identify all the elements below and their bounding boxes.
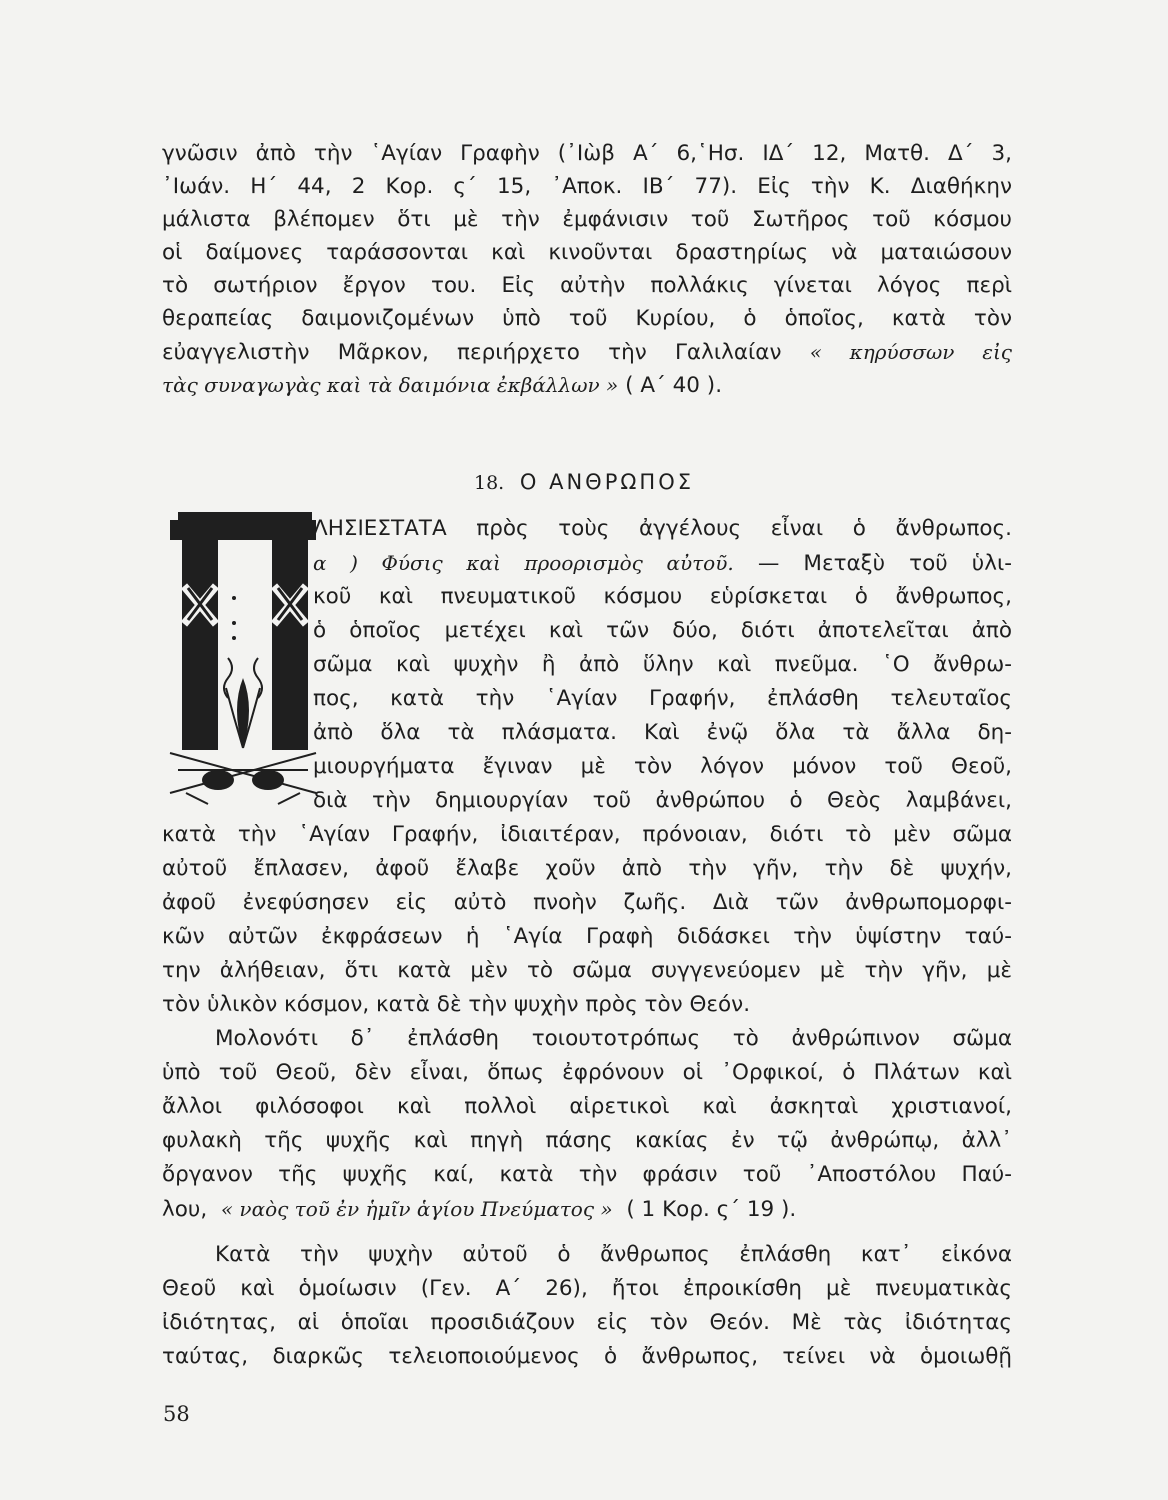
text-line: κοῦ καὶ πνευματικοῦ κόσμου εὑρίσκεται ὁ ἄνθρωπος, bbox=[313, 584, 1012, 609]
text-line: ἀπὸ ὅλα τὰ πλάσματα. Καὶ ἐνῷ ὅλα τὰ ἄλλα δη- bbox=[313, 720, 1012, 745]
section-number: 18. bbox=[473, 472, 505, 494]
text-line: οἱ δαίμονες ταράσσονται καὶ κινοῦνται δραστηρίως νὰ ματαιώσουν bbox=[162, 240, 1012, 265]
text-line: ὁ ὁποῖος μετέχει καὶ τῶν δύο, διότι ἀποτελεῖται ἀπὸ bbox=[313, 618, 1012, 643]
text-segment: λου, bbox=[162, 1197, 208, 1222]
text-line: Μολονότι δ᾿ ἐπλάσθη τοιουτοτρόπως τὸ ἀνθρώπινον σῶμα bbox=[215, 1026, 1012, 1051]
text-line bbox=[162, 1194, 1012, 1225]
text-line: ὑπὸ τοῦ Θεοῦ, δὲν εἶναι, ὅπως ἐφρόνουν οἱ ᾿Ορφικοί, ὁ Πλάτων καὶ bbox=[162, 1060, 1012, 1085]
text-line: τὸν ὑλικὸν κόσμον, κατὰ δὲ τὴν ψυχὴν πρὸς τὸν Θεόν. bbox=[162, 992, 751, 1017]
italic-subheading: α ) Φύσις καὶ προορισμὸς αὐτοῦ. bbox=[313, 551, 734, 575]
text-line: πος, κατὰ τὴν ῾Αγίαν Γραφήν, ἐπλάσθη τελευταῖος bbox=[313, 686, 1012, 711]
text-line bbox=[162, 370, 1012, 401]
text-line bbox=[162, 337, 1012, 368]
text-line: αὐτοῦ ἔπλασεν, ἀφοῦ ἔλαβε χοῦν ἀπὸ τὴν γῆν, τὴν δὲ ψυχήν, bbox=[162, 856, 1012, 881]
text-line: τὸ σωτήριον ἔργον του. Εἰς αὐτὴν πολλάκις γίνεται λόγος περὶ bbox=[162, 273, 1012, 298]
ornamental-drop-cap-pi-icon bbox=[168, 508, 318, 808]
text-line: μάλιστα βλέπομεν ὅτι μὲ τὴν ἐμφάνισιν τοῦ Σωτῆρος τοῦ κόσμου bbox=[162, 207, 1012, 232]
text-line: κατὰ τὴν ῾Αγίαν Γραφήν, ἰδιαιτέραν, πρόνοιαν, διότι τὸ μὲν σῶμα bbox=[162, 822, 1012, 847]
text-line bbox=[313, 548, 1012, 579]
text-line: διὰ τὴν δημιουργίαν τοῦ ἀνθρώπου ὁ Θεὸς λαμβάνει, bbox=[313, 788, 1012, 813]
section-heading bbox=[0, 467, 1168, 498]
section-title: Ο ΑΝΘΡΩΠΟΣ bbox=[519, 470, 694, 494]
text-line: μιουργήματα ἔγιναν μὲ τὸν λόγον μόνον τοῦ Θεοῦ, bbox=[313, 754, 1012, 779]
text-line: ἄλλοι φιλόσοφοι καὶ πολλοὶ αἱρετικοὶ καὶ ἀσκηταὶ χριστιανοί, bbox=[162, 1094, 1012, 1119]
text-line: γνῶσιν ἀπὸ τὴν ῾Αγίαν Γραφὴν (᾿Ιὼβ Α΄ 6,῾Ησ. ΙΔ΄ 12, Ματθ. Δ΄ 3, bbox=[162, 141, 1012, 166]
text-line: την ἀλήθειαν, ὅτι κατὰ μὲν τὸ σῶμα συγγενεύομεν μὲ τὴν γῆν, μὲ bbox=[162, 958, 1012, 983]
text-line: θεραπείας δαιμονιζομένων ὑπὸ τοῦ Κυρίου, ὁ ὁποῖος, κατὰ τὸν bbox=[162, 306, 1012, 331]
text-line: Κατὰ τὴν ψυχὴν αὐτοῦ ὁ ἄνθρωπος ἐπλάσθη κατ᾿ εἰκόνα bbox=[215, 1242, 1012, 1267]
page-number: 58 bbox=[163, 1402, 190, 1426]
text-line: ᾿Ιωάν. Η΄ 44, 2 Κορ. ς΄ 15, ᾿Αποκ. ΙΒ΄ 77). Εἰς τὴν Κ. Διαθήκην bbox=[162, 174, 1012, 199]
text-line: φυλακὴ τῆς ψυχῆς καὶ πηγὴ πάσης κακίας ἐν τῷ ἀνθρώπῳ, ἀλλ᾿ bbox=[162, 1128, 1012, 1153]
text-line: ΛΗΣΙΕΣΤΑΤΑ πρὸς τοὺς ἀγγέλους εἶναι ὁ ἄνθρωπος. bbox=[313, 516, 1012, 541]
text-line: ἰδιότητας, αἱ ὁποῖαι προσιδιάζουν εἰς τὸν Θεόν. Μὲ τὰς ἰδιότητας bbox=[162, 1310, 1012, 1335]
text-segment: — Μεταξὺ τοῦ ὑλι- bbox=[757, 551, 1012, 576]
italic-quote: « ναὸς τοῦ ἐν ἡμῖν ἁγίου Πνεύματος » bbox=[220, 1197, 613, 1221]
text-line: Θεοῦ καὶ ὁμοίωσιν (Γεν. Α΄ 26), ἤτοι ἐπροικίσθη μὲ πνευματικὰς bbox=[162, 1276, 1012, 1301]
italic-quote: τὰς συναγωγὰς καὶ τὰ δαιμόνια ἐκβάλλων » bbox=[162, 373, 619, 397]
text-segment: ( 1 Κορ. ς΄ 19 ). bbox=[626, 1197, 797, 1222]
italic-quote: « κηρύσσων εἰς bbox=[809, 340, 1012, 364]
text-segment: ( Α΄ 40 ). bbox=[625, 373, 723, 398]
text-segment: εὐαγγελιστὴν Μᾶρκον, περιήρχετο τὴν Γαλιλαίαν bbox=[162, 340, 782, 365]
text-line: ταύτας, διαρκῶς τελειοποιούμενος ὁ ἄνθρωπος, τείνει νὰ ὁμοιωθῇ bbox=[162, 1344, 1012, 1369]
text-line: κῶν αὐτῶν ἐκφράσεων ἡ ῾Αγία Γραφὴ διδάσκει τὴν ὑψίστην ταύ- bbox=[162, 924, 1012, 949]
text-line: ἀφοῦ ἐνεφύσησεν εἰς αὐτὸ πνοὴν ζωῆς. Διὰ τῶν ἀνθρωπομορφι- bbox=[162, 890, 1012, 915]
text-line: σῶμα καὶ ψυχὴν ἢ ἀπὸ ὕλην καὶ πνεῦμα. ῾Ο ἄνθρω- bbox=[313, 652, 1012, 677]
text-line: ὄργανον τῆς ψυχῆς καί, κατὰ τὴν φράσιν τοῦ ᾿Αποστόλου Παύ- bbox=[162, 1162, 1012, 1187]
